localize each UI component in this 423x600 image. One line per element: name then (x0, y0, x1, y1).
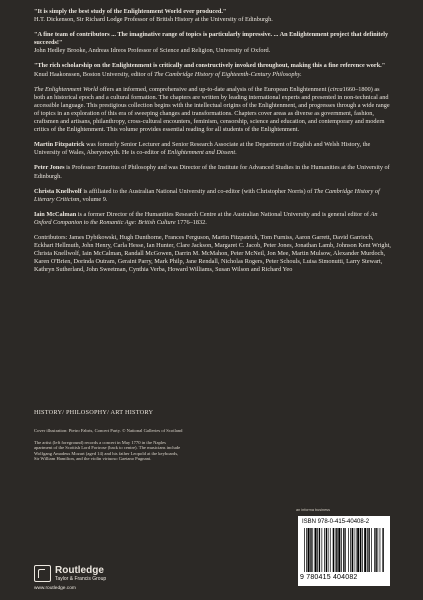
quote-text: "It is simply the best study of the Enlightenment World ever produced." (34, 8, 227, 15)
informa-tagline: an informa business (296, 508, 330, 512)
review-quote-2 (34, 31, 392, 55)
quote-text: "The rich scholarship on the Enlightenment is critically and constructively invoked throughout, making this a fine reference work." (34, 62, 386, 70)
barcode-panel (298, 516, 390, 586)
editor-bio-2 (34, 164, 392, 180)
barcode-number: 9 780415 404082 (300, 574, 358, 581)
editor-name: Christa Knellwolf (34, 187, 82, 195)
publisher-group: Taylor & Francis Group (55, 575, 107, 582)
quote-attribution (34, 71, 392, 79)
quote-text: "A fine team of contributors ... The imaginative range of topics is particularly impressive. ... An Enlightenment project that definitely succeeds!" (34, 31, 389, 47)
review-quote-3 (34, 62, 392, 78)
editor-end: . (235, 149, 237, 157)
subject-categories: HISTORY/ PHILOSOPHY/ ART HISTORY (34, 409, 154, 416)
attribution-prefix: Knud Haakonssen, Boston University, editor of (34, 70, 155, 78)
contributors-list: Contributors: James Dybikowski, Hugh Dunthorne, Frances Ferguson, Martin Fitzpatrick, Tom Furniss, Aaron Garrett, David Garrioch, Eckhart Hellmuth, John Henry, Carla Hesse, Ian Hunter, Clare Jackson, Margaret C. Jacob, Peter Jones, Jonathan Lamb, Johnson Kent Wright, Christa Knellwolf, Iain McCalman, Randall McGowen, Darrin M. McMahon, Peter McNeil, Jon Mee, Martin Mulsow, Alexander Murdoch, Karen O'Brien, Dorinda Outram, Geraint Parry, Mark Philp, Jane Rendall, Nicholas Rogers, Peter Schouls, Luisa Simonutti, Larry Stewart, Kathryn Sutherland, John Sweetman, Cynthia Verba, Howard Williams, Susan Wilson and Richard Yeo (34, 233, 391, 274)
editor-end: 1776–1832. (175, 218, 207, 226)
editor-name: Peter Jones (34, 164, 65, 172)
book-description (34, 86, 392, 135)
cover-caption (34, 428, 184, 468)
attribution-title: The Cambridge History of Eighteenth-Century Philosophy. (154, 70, 302, 78)
editor-title: An Oxford Companion to the Romantic Age: British Culture (34, 210, 378, 226)
back-cover-text (34, 8, 392, 281)
circa-word: circa (329, 85, 343, 93)
barcode-icon (302, 528, 386, 574)
isbn-label: ISBN 978-0-415-40408-2 (302, 519, 370, 525)
publisher-logo (34, 565, 106, 582)
editor-name: Martin Fitzpatrick (34, 141, 85, 149)
editor-end: , volume 9. (79, 195, 108, 203)
publisher-name: Routledge (55, 564, 104, 576)
editor-bio-3 (34, 188, 392, 204)
routledge-logo-icon (34, 565, 51, 582)
cover-illustration-credit: Cover illustration: Pietro Fabris, Concert Party. © National Galleries of Scotland (34, 428, 183, 433)
description-text-2: 1660–1800) as both an historical epoch and a cultural formation. The chapters are written by leading international experts and presented in non-technical and accessible language. This prestigious collection begins with the intellectual origins of the Enlightenment, and progresses through a wide range of topics in an exploration of this era of sweeping changes and transformations. Chapters cover areas as diverse as government, fashion, craftsmen and artisans, philanthropy, cross-cultural encounters, feminism, censorship, science and education, and contemporary and modern critics of the Enlightenment. This volume provides essential reading for all students of the Enlightenment. (34, 85, 390, 134)
description-text-1: offers an informed, comprehensive and up-to-date analysis of the European Enlightenment ( (98, 85, 330, 93)
editor-name: Iain McCalman (34, 210, 77, 218)
publisher-name-block (55, 566, 106, 582)
book-title: The Enlightenment World (34, 85, 99, 93)
editor-text: is affiliated to the Australian National University and co-editor (with Christopher Norris) of (81, 187, 314, 195)
cover-illustration-description: The artist (left foreground) records a concert in May 1770 in the Naples apartment of the Scottish Lord Fortrose (back to centre). The musicians include Wolfgang Amadeus Mozart (aged 14) and his father Leopold at the keyboards, Sir William Hamilton, and the violin virtuoso Gaetano Pugnani. (34, 439, 181, 462)
editor-title: The Cambridge History of Literary Criticism (34, 187, 380, 203)
publisher-url: www.routledge.com (34, 586, 76, 591)
editor-text: is Professor Emeritus of Philosophy and was Director of the Institute for Advanced Studies in the Humanities at the University of Edinburgh. (34, 164, 390, 180)
editor-text: is a former Director of the Humanities Research Centre at the Australian National University and is general editor of (76, 210, 371, 218)
quote-attribution: H.T. Dickenson, Sir Richard Lodge Professor of British History at the University of Edinburgh. (34, 16, 273, 24)
editor-bio-4 (34, 211, 392, 227)
editor-title: Enlightenment and Dissent (167, 149, 236, 157)
editor-bio-1 (34, 141, 392, 157)
quote-attribution: John Hedley Brooke, Andreas Idreos Professor of Science and Religion, University of Oxford. (34, 47, 271, 55)
review-quote-1 (34, 8, 392, 24)
editor-text: was formerly Senior Lecturer and Senior Research Associate at the Department of English and Welsh History, the University of Wales, Aberystwyth. He is co-editor of (34, 141, 371, 157)
